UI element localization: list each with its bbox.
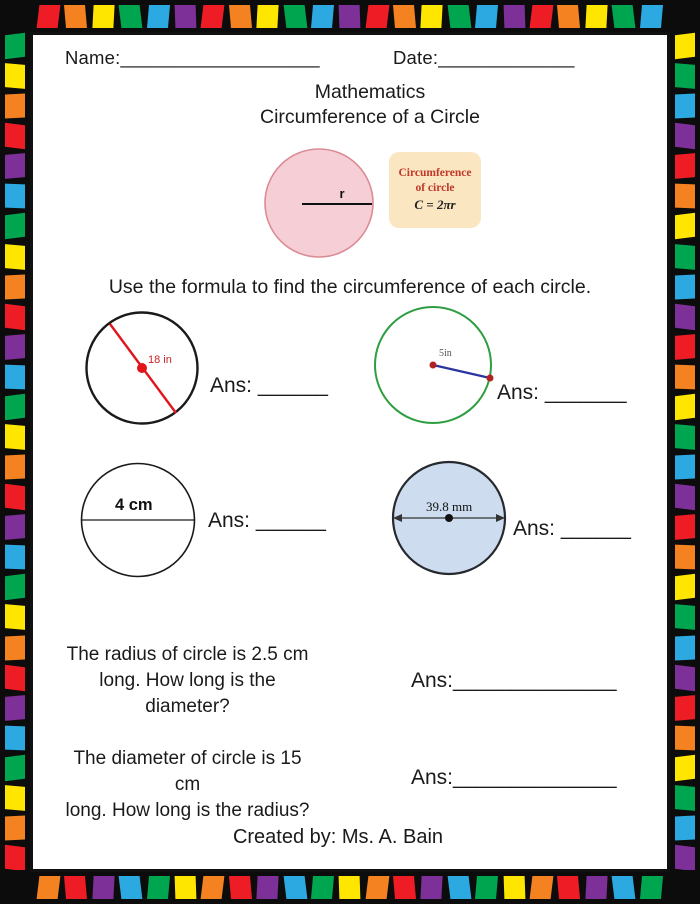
word-problem-2 bbox=[60, 746, 315, 824]
border-tile bbox=[5, 303, 25, 330]
border-tile bbox=[5, 755, 25, 782]
border-tile bbox=[675, 514, 695, 540]
border-tile bbox=[675, 184, 695, 209]
problem2-measure-label: 5in bbox=[439, 348, 452, 359]
border-strip-top bbox=[0, 0, 700, 34]
border-tile bbox=[675, 303, 695, 330]
border-tile bbox=[365, 5, 389, 28]
border-tile bbox=[5, 845, 25, 872]
formula-box bbox=[389, 152, 481, 228]
border-tile bbox=[612, 5, 636, 28]
border-tile bbox=[675, 455, 695, 480]
border-tile bbox=[475, 5, 498, 28]
problem1-center-dot bbox=[137, 363, 147, 373]
word-problem-2-line2: long. How long is the radius? bbox=[65, 800, 310, 821]
border-tile bbox=[475, 876, 498, 899]
border-tile bbox=[675, 545, 695, 570]
border-tile bbox=[147, 876, 170, 899]
problem4-circle-diagram bbox=[391, 460, 509, 578]
border-tile bbox=[229, 5, 252, 28]
border-tile bbox=[37, 5, 61, 28]
border-tile bbox=[530, 5, 554, 28]
circumference-formula: C = 2πr bbox=[414, 197, 456, 212]
border-tile bbox=[365, 876, 389, 899]
word-problem-1-line2: long. How long is the diameter? bbox=[99, 670, 276, 717]
border-tile bbox=[5, 184, 25, 209]
border-tile bbox=[5, 695, 25, 721]
border-tile bbox=[503, 876, 525, 899]
border-tile bbox=[311, 876, 334, 899]
border-tile bbox=[5, 424, 25, 450]
border-tile bbox=[311, 5, 334, 28]
intro-radius-label: r bbox=[339, 186, 345, 201]
border-tile bbox=[92, 876, 115, 899]
problem2-answer-blank: Ans: _______ bbox=[497, 381, 627, 404]
credit-text: Created by: Ms. A. Bain bbox=[232, 826, 444, 848]
border-tile bbox=[421, 5, 444, 28]
border-tile bbox=[119, 5, 143, 28]
border-tile bbox=[5, 123, 25, 150]
border-tile bbox=[5, 635, 25, 660]
problem1-answer-blank: Ans: ______ bbox=[210, 374, 328, 397]
border-tile bbox=[229, 876, 252, 899]
border-tile bbox=[5, 365, 25, 390]
border-tile bbox=[257, 5, 280, 28]
border-tile bbox=[675, 605, 695, 631]
border-tile bbox=[5, 484, 25, 511]
border-tile bbox=[421, 876, 444, 899]
border-tile bbox=[557, 876, 580, 899]
word-problem-1 bbox=[60, 642, 315, 720]
border-tile bbox=[5, 455, 25, 480]
problem3-answer-blank: Ans: ______ bbox=[208, 509, 326, 532]
problem3-circle-diagram bbox=[79, 461, 197, 579]
formula-box-line2: of circle bbox=[415, 182, 455, 194]
border-tile bbox=[675, 725, 695, 750]
border-tile bbox=[675, 755, 695, 782]
border-tile bbox=[530, 876, 554, 899]
border-tile bbox=[257, 876, 280, 899]
border-tile bbox=[201, 5, 225, 28]
border-tile bbox=[675, 394, 695, 421]
border-tile bbox=[5, 244, 25, 270]
date-field-line: Date:_____________ bbox=[393, 47, 575, 68]
border-tile bbox=[675, 484, 695, 511]
border-tile bbox=[675, 153, 695, 179]
instruction-text: Use the formula to find the circumference of each circle. bbox=[108, 276, 592, 298]
border-tile bbox=[5, 153, 25, 179]
border-tile bbox=[585, 876, 608, 899]
border-tile bbox=[201, 876, 225, 899]
border-tile bbox=[675, 816, 695, 841]
border-tile bbox=[447, 876, 471, 899]
border-strip-left bbox=[0, 28, 32, 876]
border-tile bbox=[675, 664, 695, 691]
border-tile bbox=[175, 876, 197, 899]
border-tile bbox=[119, 876, 143, 899]
worksheet-title: Circumference of a Circle bbox=[260, 106, 480, 128]
border-strip-right bbox=[668, 28, 700, 876]
border-tile bbox=[675, 424, 695, 450]
border-tile bbox=[5, 213, 25, 240]
border-tile bbox=[675, 845, 695, 872]
border-tile bbox=[447, 5, 471, 28]
border-tile bbox=[283, 876, 307, 899]
border-tile bbox=[585, 5, 608, 28]
problem4-measure-label: 39.8 mm bbox=[426, 499, 473, 514]
border-tile bbox=[675, 33, 695, 60]
border-tile bbox=[5, 63, 25, 89]
border-tile bbox=[37, 876, 61, 899]
border-tile bbox=[64, 5, 87, 28]
problem2-center-dot bbox=[430, 362, 437, 369]
border-tile bbox=[557, 5, 580, 28]
border-tile bbox=[5, 394, 25, 421]
border-tile bbox=[5, 33, 25, 60]
border-tile bbox=[503, 5, 525, 28]
border-tile bbox=[283, 5, 307, 28]
problem2-circle-diagram bbox=[373, 305, 493, 425]
border-tile bbox=[675, 695, 695, 721]
border-tile bbox=[5, 725, 25, 750]
border-tile bbox=[5, 664, 25, 691]
name-field-line: Name:___________________ bbox=[65, 47, 320, 68]
border-tile bbox=[147, 5, 170, 28]
border-tile bbox=[64, 876, 87, 899]
problem1-circle-diagram bbox=[84, 310, 202, 428]
border-tile bbox=[5, 545, 25, 570]
problem4-center-dot bbox=[445, 514, 453, 522]
word-problem-2-answer-blank: Ans:______________ bbox=[411, 766, 617, 789]
border-tile bbox=[675, 785, 695, 811]
problem2-edge-dot bbox=[487, 375, 494, 382]
border-tile bbox=[640, 5, 663, 28]
word-problem-2-line1: The diameter of circle is 15 cm bbox=[73, 748, 302, 795]
formula-box-line1: Circumference bbox=[398, 167, 472, 179]
problem4-answer-blank: Ans: ______ bbox=[513, 517, 631, 540]
border-tile bbox=[393, 5, 416, 28]
border-tile bbox=[5, 94, 25, 119]
border-tile bbox=[675, 365, 695, 390]
border-tile bbox=[5, 605, 25, 631]
border-tile bbox=[339, 5, 361, 28]
word-problem-1-answer-blank: Ans:______________ bbox=[411, 669, 617, 692]
border-tile bbox=[675, 213, 695, 240]
subject-title: Mathematics bbox=[314, 81, 426, 103]
border-tile bbox=[675, 574, 695, 601]
border-tile bbox=[675, 244, 695, 270]
border-tile bbox=[5, 785, 25, 811]
border-strip-bottom bbox=[0, 870, 700, 904]
problem1-measure-label: 18 in bbox=[148, 354, 172, 366]
border-tile bbox=[612, 876, 636, 899]
border-tile bbox=[5, 816, 25, 841]
intro-circle-diagram bbox=[258, 142, 382, 266]
border-tile bbox=[393, 876, 416, 899]
problem3-measure-label: 4 cm bbox=[115, 496, 153, 514]
border-tile bbox=[675, 635, 695, 660]
border-tile bbox=[92, 5, 115, 28]
border-tile bbox=[175, 5, 197, 28]
border-tile bbox=[5, 574, 25, 601]
border-tile bbox=[640, 876, 663, 899]
word-problem-1-line1: The radius of circle is 2.5 cm bbox=[66, 644, 309, 665]
border-tile bbox=[5, 334, 25, 360]
border-tile bbox=[675, 334, 695, 360]
border-tile bbox=[339, 876, 361, 899]
border-tile bbox=[5, 514, 25, 540]
